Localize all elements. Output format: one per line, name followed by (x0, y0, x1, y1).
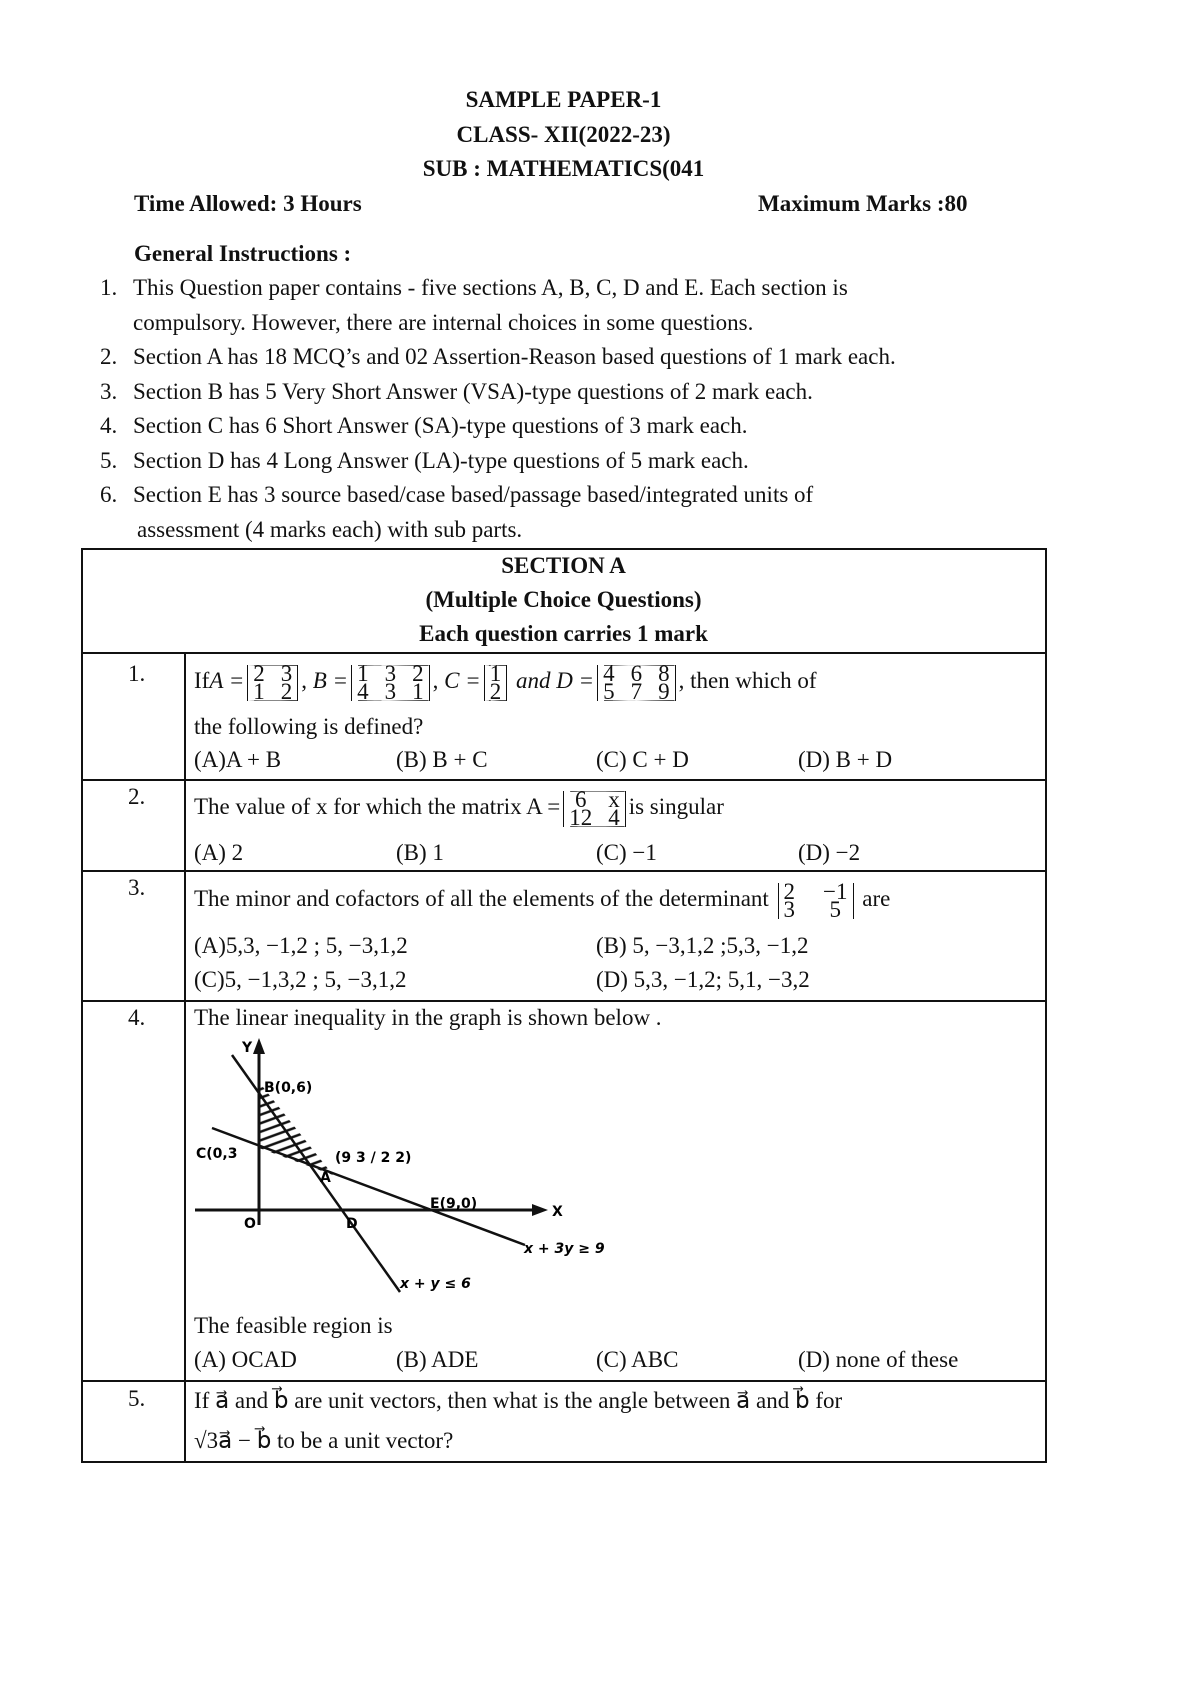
section-note: Each question carries 1 mark (419, 621, 708, 646)
label: is singular (628, 794, 724, 819)
point-d-label: D (346, 1216, 358, 1232)
matrix-d (597, 660, 676, 704)
matrix-c (484, 660, 508, 704)
y-axis-label: Y (242, 1040, 253, 1056)
option-a[interactable]: (A)5,3, −1,2 ; 5, −3,1,2 (194, 933, 408, 958)
label: D = (556, 668, 595, 693)
instruction-number: 6. (100, 482, 118, 507)
line-x-plus-y (232, 1055, 400, 1292)
question-number: 4. (128, 1005, 146, 1030)
point-a-coordinates: (9 3 / 2 2) (335, 1150, 412, 1166)
option-a[interactable]: (A) 2 (194, 840, 244, 865)
label: and (515, 668, 551, 693)
option-d[interactable]: (D) none of these (798, 1347, 959, 1372)
question-3-stem (194, 876, 890, 922)
point-e-label: E(9,0) (430, 1196, 478, 1212)
origin-label: O (244, 1216, 256, 1232)
matrix-entry: 1 (253, 678, 265, 704)
option-d[interactable]: (D) 5,3, −1,2; 5,1, −3,2 (596, 967, 810, 992)
question-number: 2. (128, 784, 146, 809)
label: C = (444, 668, 481, 693)
question-1-stem: IfA = 2 3 1 2 , B = 1 3 2 4 3 1 , C = 1 2 and D = 4 6 8 5 7 9 , then which of (194, 660, 817, 704)
instruction-text: This Question paper contains - five sections A, B, C, D and E. Each section is (133, 275, 848, 300)
instruction-text: Section B has 5 Very Short Answer (VSA)-type questions of 2 mark each. (133, 378, 813, 404)
matrix-entry: 5 (603, 678, 615, 704)
matrix-entry: 1 (357, 660, 369, 686)
question-text: The linear inequality in the graph is shown below . (194, 1005, 662, 1030)
instruction-text: compulsory. However, there are internal choices in some questions. (133, 309, 754, 335)
subject-label: SUB : MATHEMATICS(041 (422, 156, 705, 181)
label: are (862, 886, 891, 911)
instruction-text: assessment (4 marks each) with sub parts. (137, 516, 523, 542)
matrix-entry: 3 (384, 660, 397, 686)
instruction-text: Section A has 18 MCQ’s and 02 Assertion-Reason based questions of 1 mark each. (133, 344, 896, 369)
question-number: 3. (128, 875, 146, 900)
option-d[interactable]: (D) B + D (798, 747, 893, 772)
matrix-entry: 3 (280, 660, 293, 686)
y-axis-arrow-icon (253, 1038, 265, 1054)
point-a-label: A (320, 1170, 331, 1186)
option-c[interactable]: (C) C + D (596, 747, 689, 772)
matrix-entry: 5 (829, 896, 842, 922)
inequality-label-2: x + y ≤ 6 (400, 1276, 471, 1292)
option-a[interactable]: (A) OCAD (194, 1347, 297, 1372)
matrix-entry: 1 (489, 660, 502, 686)
question-number: 1. (128, 661, 146, 686)
point-c-label: C(0,3 (196, 1146, 238, 1162)
option-c[interactable]: (C)5, −1,3,2 ; 5, −3,1,2 (194, 967, 407, 992)
instruction-number: 1. (100, 275, 118, 300)
matrix-entry: x (608, 786, 620, 812)
question-text: √3a⃗ − b⃗ to be a unit vector? (194, 1428, 454, 1453)
option-b[interactable]: (B) B + C (396, 747, 488, 772)
label: The minor and cofactors of all the elements of the determinant (194, 886, 769, 911)
matrix-entry: 8 (658, 660, 670, 686)
option-c[interactable]: (C) −1 (596, 840, 657, 865)
matrix-entry: −1 (823, 878, 848, 904)
matrix-entry: 2 (412, 660, 424, 686)
x-axis-label: X (552, 1204, 563, 1220)
matrix-entry: 2 (783, 878, 796, 904)
option-c[interactable]: (C) ABC (596, 1347, 679, 1372)
feasible-region-graph (190, 1034, 620, 1310)
question-text: The feasible region is (194, 1313, 393, 1338)
matrix-entry: 6 (574, 786, 587, 812)
label: B = (312, 668, 349, 693)
matrix-entry: 12 (569, 804, 593, 830)
max-marks: Maximum Marks :80 (758, 191, 968, 216)
label: The value of x for which the matrix A = (194, 794, 561, 819)
section-subtitle: (Multiple Choice Questions) (425, 587, 702, 612)
instruction-number: 5. (100, 447, 118, 473)
label: , then which of (678, 668, 817, 693)
matrix-a (563, 786, 626, 830)
question-2-stem (194, 784, 724, 830)
matrix-b (351, 660, 430, 704)
instruction-text: Section C has 6 Short Answer (SA)-type questions of 3 mark each. (133, 413, 748, 438)
matrix-entry: 2 (489, 678, 502, 704)
matrix-entry: 2 (253, 660, 265, 686)
instruction-text: Section E has 3 source based/case based/passage based/integrated units of (133, 482, 814, 507)
matrix-entry: 4 (608, 804, 620, 830)
point-b-label: B(0,6) (264, 1080, 313, 1096)
instruction-number: 2. (100, 344, 118, 369)
instruction-text: Section D has 4 Long Answer (LA)-type questions of 5 mark each. (133, 447, 749, 473)
label: If (194, 668, 210, 693)
matrix-entry: 1 (412, 678, 424, 704)
question-text: the following is defined? (194, 714, 424, 739)
matrix-entry: 7 (630, 678, 643, 704)
question-number: 5. (128, 1386, 146, 1411)
instructions-heading: General Instructions : (134, 241, 352, 266)
section-title: SECTION A (501, 553, 626, 578)
time-allowed: Time Allowed: 3 Hours (134, 191, 362, 216)
matrix-entry: 4 (603, 660, 615, 686)
class-label: CLASS- XII(2022-23) (456, 122, 671, 147)
instruction-number: 4. (100, 413, 118, 438)
matrix-a (247, 660, 298, 704)
instruction-number: 3. (100, 378, 118, 404)
x-axis-arrow-icon (532, 1204, 548, 1216)
label: A = (209, 668, 245, 693)
option-a[interactable]: (A)A + B (194, 747, 282, 772)
option-b[interactable]: (B) 5, −3,1,2 ;5,3, −1,2 (596, 933, 809, 958)
matrix-entry: 6 (630, 660, 643, 686)
determinant (778, 878, 854, 922)
matrix-entry: 3 (384, 678, 397, 704)
paper-title: SAMPLE PAPER-1 (465, 87, 662, 112)
option-b[interactable]: (B) ADE (396, 1347, 479, 1372)
matrix-entry: 4 (357, 678, 369, 704)
matrix-entry: 9 (658, 678, 670, 704)
option-b[interactable]: (B) 1 (396, 840, 444, 865)
option-d[interactable]: (D) −2 (798, 840, 861, 865)
inequality-label-1: x + 3y ≥ 9 (524, 1241, 605, 1257)
matrix-entry: 3 (783, 896, 796, 922)
question-text: If a⃗ and b⃗ are unit vectors, then what is the angle between a⃗ and b⃗ for (194, 1388, 843, 1413)
matrix-entry: 2 (280, 678, 293, 704)
